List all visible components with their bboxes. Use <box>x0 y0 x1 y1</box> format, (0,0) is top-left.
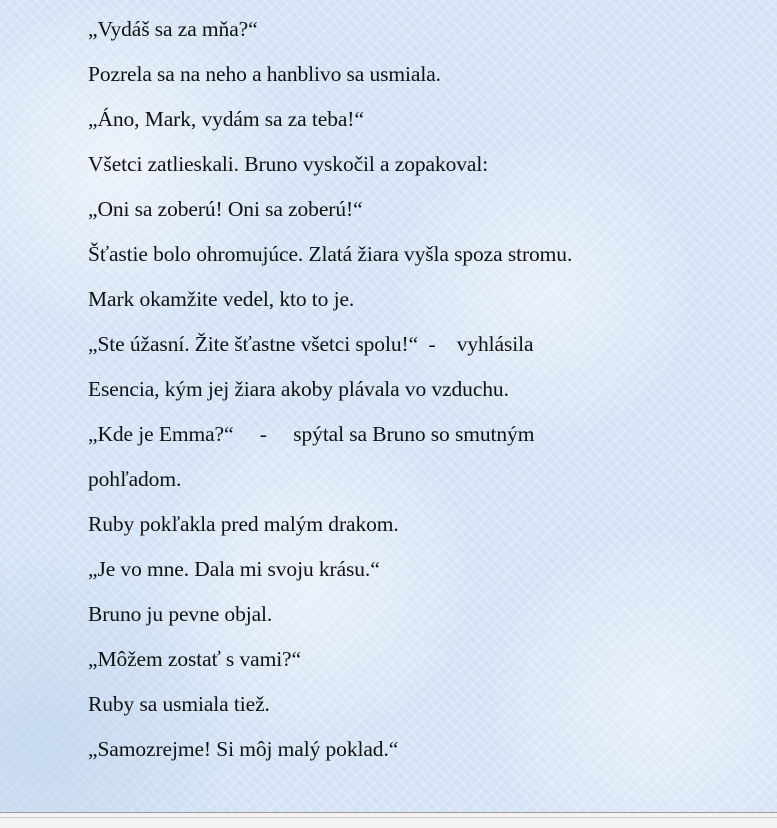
text-line: Ruby pokľakla pred malým drakom. <box>88 512 399 536</box>
text-line: „Je vo mne. Dala mi svoju krásu.“ <box>88 557 380 581</box>
text-line: „Kde je Emma?“ - spýtal sa Bruno so smutným <box>88 422 535 446</box>
page-bottom-border <box>0 812 777 828</box>
text-line: Pozrela sa na neho a hanblivo sa usmiala. <box>88 62 441 86</box>
text-line: Šťastie bolo ohromujúce. Zlatá žiara vyšla spoza stromu. <box>88 242 573 266</box>
text-line: Všetci zatlieskali. Bruno vyskočil a zopakoval: <box>88 152 489 176</box>
text-line: „Môžem zostať s vami?“ <box>88 647 301 671</box>
text-line: pohľadom. <box>88 467 182 491</box>
text-line: „Vydáš sa za mňa?“ <box>88 17 258 41</box>
text-line: Ruby sa usmiala tiež. <box>88 692 270 716</box>
text-line: „Samozrejme! Si môj malý poklad.“ <box>88 737 399 761</box>
text-line: „Ste úžasní. Žite šťastne všetci spolu!“ - vyhlásila <box>88 332 534 356</box>
text-line: „Oni sa zoberú! Oni sa zoberú!“ <box>88 197 363 221</box>
text-line: Mark okamžite vedel, kto to je. <box>88 287 355 311</box>
story-text <box>88 7 728 772</box>
text-line: „Áno, Mark, vydám sa za teba!“ <box>88 107 364 131</box>
text-line: Esencia, kým jej žiara akoby plávala vo vzduchu. <box>88 377 509 401</box>
text-line: Bruno ju pevne objal. <box>88 602 273 626</box>
